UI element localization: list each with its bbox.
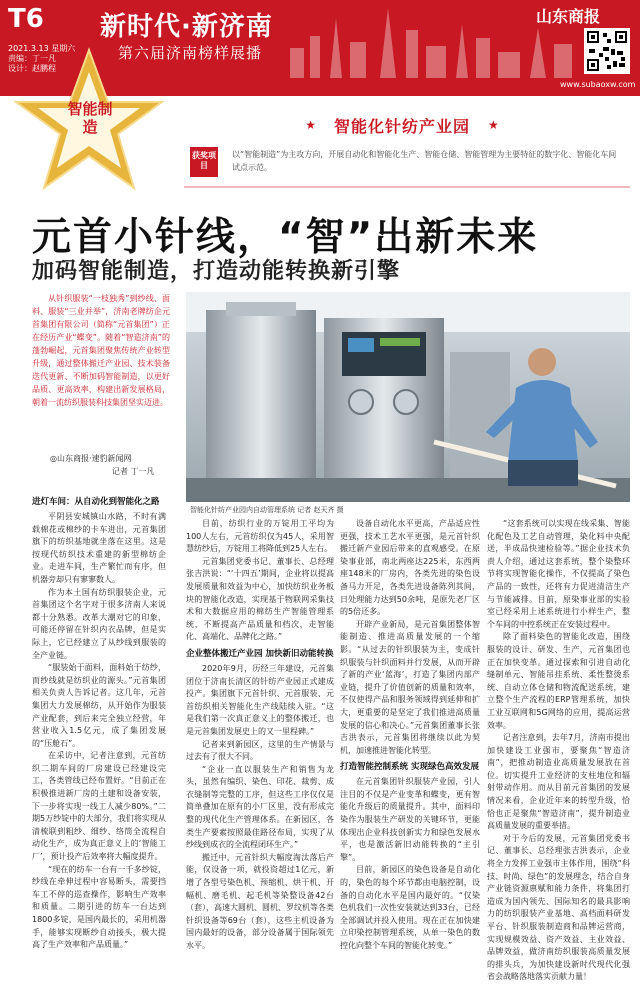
body-paragraph: 在元首集团针织服装产业园，引人注目的不仅是产业变革和蝶变，更有智能化升级后的质量提升。其中，面料印染作为服装生产研发的关键环节，更能体现出企业科技创新实力和绿色发展水平，也是激活新旧动能转换的“主引擎”。 — [340, 777, 480, 862]
skyline-icon — [280, 8, 580, 78]
body-paragraph: 记者注意到，去年7月，济南市提出加快建设工业强市，要聚焦“智造济南”，把推动制造业高质量发展放在首位。切实提升工业经济的支柱地位和辐射带动作用。而从目前元首集团的发展情况来看，企业近年来的转型升级，恰恰也正是聚焦“智造济南”，提升制造业高质量发展的重要举措。 — [487, 733, 630, 831]
article-column-4 — [487, 518, 630, 984]
body-paragraph: 除了面料染色的智能化改造，围绕服装的设计、研发、生产，元首集团也正在加快变革。通过探索和引进自动化缝制单元、智能吊挂系统、柔性整烫系统、自动立体仓储和物流配送系统，建立整个生产流程的ERP管理系统，加快工业互联网和5G网络的应用，提高运营效率。 — [487, 632, 630, 730]
series-title: 新时代·新济南 — [100, 12, 273, 42]
article-column-1 — [32, 492, 166, 952]
editor-credit: 责编：丁一凡 — [8, 54, 56, 63]
designer-credit: 设计：赵鹏程 — [8, 64, 56, 73]
body-paragraph: “服装始于面料，面料始于纺纱，而纱线就是纺织业的源头。”元首集团相关负责人告诉记者。这几年，元首集团大力发展棉纺，从开始作为服装产业配套，到后来完全独立经营，年营业收入1.5亿元，成了集团发展的“压舱石”。 — [32, 663, 166, 748]
body-paragraph: 平阴县安城镇山水路，不时有满载棉花或棉纱的卡车进出，元首集团旗下的纺织基地就坐落在这里。这是按现代纺织技术重建的新型棉纺企业。走进车间，生产繁忙而有序，但机器旁却只有寥寥数人。 — [32, 512, 166, 584]
body-paragraph: 元首集团党委书记、董事长、总经理张吉洪说：“‘十四五’期间，企业将以提高发展质量和效益为中心，加快纺织业务板块的智能化改造，实现基于物联网采集技术和大数据应用的棉纺生产智能管理系统，不断提高产品质量和档次，走智能化、高端化、品牌化之路。” — [186, 556, 334, 642]
website-url: www.subaoxw.com — [560, 80, 636, 89]
body-paragraph: 作为本土国有纺织服装企业，元首集团这个名字对于很多济南人来说都十分熟悉。改革大潮对它的印象，可能还停留在针织内衣品牌，但是实际上，它已经建立了从纱线到服装的全产业链。 — [32, 587, 166, 660]
byline-reporter: 记者 丁一凡 — [112, 467, 155, 476]
page-number: T6 — [8, 4, 44, 34]
body-paragraph: 设备自动化水平更高，产品适应性更强，技术工艺水平更强，是元首针织搬迁新产业园后带来的直观感受。在原染事业部，南北两座达225米，东西两座148米的厂房内，各类先进的染色设备马力开足，各类先进设备陈列其间，日处理能力达到50余吨，是原先老厂区的5倍还多。 — [340, 519, 480, 617]
body-paragraph: 对于今后的发展，元首集团党委书记、董事长、总经理张吉洪表示，企业将全力发挥工业强市主体作用，围绕“科技、时尚、绿色”的发展理念，结合自身产业链资源禀赋和能力条件，将集团打造成为国内领先、国际知名的最具影响力的纺织服装产业基地、高档面料研发平台、针织服装制造商和品牌运营商，实现规模效益、资产效益、主业效益、品牌效益，做济南纺织服装高质量发展的排头兵，为加快建设新时代现代化强省会战略落地落实贡献力量！ — [487, 833, 630, 982]
award-badge: 获奖项目 — [190, 147, 218, 177]
body-paragraph: 开辟产业新局，是元首集团整体智能制造、推进高质量发展的一个缩影。“从过去的针织服装为主，变成针织服装与针织面料并行发展，从而开辟了新的产业‘蓝海’，打造了集团内部产业链，提升了价值创新的质量和效率，不仅使得产品和服务领域得到延伸和扩大，更重要的是坚定了我们推进高质量发展的信心和决心。”元首集团董事长张吉洪表示，元首集团将继续以此为契机，加速推进智能化转型。 — [340, 619, 480, 755]
issue-date: 2021.3.13 星期六 — [8, 44, 76, 53]
body-paragraph: 目前，纺织行业的万锭用工平均为100人左右，元首纺织仅为45人，采用智慧纺纱后，万锭用工将降低到25人左右。 — [186, 519, 334, 554]
body-paragraph: “企业一直以服装生产和销售为龙头，虽然有编织、染色、印花、裁剪、成衣缝制等完整的工序，但这些工序仅仅是简单叠加在原有的小厂区里，没有形成完整的现代化生产管理体系。在新园区，各类生产要素按照最佳路径布局，实现了从纱线到成衣的全流程闭环生产。” — [186, 764, 334, 850]
star-icon: ★ — [305, 118, 316, 132]
body-paragraph: 在采访中，记者注意到，元首纺织二期车间的厂房建设已经建设完工，各类管线已经布置好。“目前正在积极推进新厂房的土建和设备安装，下一步将实现一线工人减少80%。”二期5万纱锭中的大部分，我们将实现从清梳联到粗纱、细纱、络筒全流程自动化生产，成为真正意义上的‘智能工厂’，预计投产后效率将大幅度提升。 — [32, 751, 166, 862]
lead-box — [32, 292, 170, 512]
photo-caption: 智能化针纺产业园内自动管理系统 记者 赵天齐 摄 — [190, 506, 344, 514]
headline: 元首小针线，“智”出新未来 — [32, 215, 539, 260]
body-paragraph: 记者来到新园区，这里的生产情景与过去有了很大不同。 — [186, 739, 334, 762]
series-subtitle: 第六届济南榜样展播 — [118, 44, 263, 62]
section-heading: 进灯车间：从自动化到智能化之路 — [32, 497, 160, 507]
section-heading: 企业整体搬迁产业园 加快新旧动能转换 — [186, 648, 334, 659]
article-column-2 — [186, 518, 334, 953]
qr-code-icon — [584, 28, 630, 74]
section-label: 智能化针纺产业园 — [333, 116, 470, 136]
article-column-3 — [340, 518, 480, 953]
body-paragraph: “这套系统可以实现在线采集、智能化配色及工艺自动管理，染化料中央配送，半成品快速检验等。”据企业技术负责人介绍，通过这套系统，整个染整环节将实现智能化操作，不仅提高了染色产品的一致性，还将有力促进清洁生产与节能减排。目前，原染事业部的实验室已经采用上述系统进行小样生产，整个车间的中控系统正在安装过程中。 — [487, 519, 630, 629]
section-banner — [192, 110, 612, 140]
body-paragraph: 搬迁中，元首针织大幅度淘汰落后产能，仅设备一项，就投资超过1亿元，新增了各型号染色机、预缩机、烘干机、开幅机、磨毛机、起毛机等染整设备42台（套），高速大圆机、圆机、罗纹机等各类针织设备等69台（套），这些主机设备为国内最好的设备，部分设备属于国际领先水平。 — [186, 852, 334, 950]
award-description: 以“智能制造”为主攻方向，开展自动化和智能化生产、智能仓储、智能管理为主要特征的数字化、智能化车间试点示范。 — [232, 150, 617, 172]
body-paragraph: 2020年9月，历经三年建设，元首集团位于济南长清区的针纺产业园正式建成投产。集团旗下元首针织、元首服装、元首纺织相关智能化生产线陆续入驻。“这是我们第一次真正意义上的整体搬迁，也是元首集团发展史上的又一里程碑。” — [186, 663, 334, 736]
paper-name: 山东商报 — [536, 7, 601, 26]
factory-photo — [186, 292, 630, 502]
star-icon: ★ — [488, 118, 499, 132]
body-paragraph: “现在的纺车一台有一千多纱锭，纱线在牵伸过程中容易断头，需要挡车工不停的巡查操作，影响生产效率和质量。二期引进的纺车一台达到1800多锭，是国内最长的，采用机器手，能够实现断纱自动接头，极大提高了生产效率和产品质量。” — [32, 864, 166, 950]
subheadline: 加码智能制造，打造动能转换新引擎 — [32, 259, 401, 284]
body-paragraph: 目前，新园区的染色设备是自动化的，染色的每个环节都由电脑控制，设备的自动化水平是国内最好的。“仅染色机我们一次性安装就达到33台，已经全部调试并投入使用。现在正在加快建立印染控制管理系统，从单一染色的数控化向整个车间的智能化转变。” — [340, 865, 480, 950]
badge-text: 智能制造 — [67, 100, 113, 136]
lead-paragraph: 从针织服装“一枝独秀”到纱线、面料、服装“三业并举”，济南老牌纺企元首集团有限公司（简称“元首集团”）正在经历产业“蝶变”。随着“智造济南”的蓬勃崛起，元首集团聚焦传统产业转型升级，通过整体搬迁产业园、技术装备迭代更新、不断加码智能制造，以更好品质、更高效率，构建出新发展格局，朝着一流纺织服装科技集团坚实迈进。 — [32, 294, 170, 407]
divider — [184, 186, 630, 188]
section-heading: 打造智能控制系统 实现绿色高效发展 — [340, 762, 479, 773]
byline-source: ◎山东商报·速豹新闻网 — [50, 454, 132, 463]
